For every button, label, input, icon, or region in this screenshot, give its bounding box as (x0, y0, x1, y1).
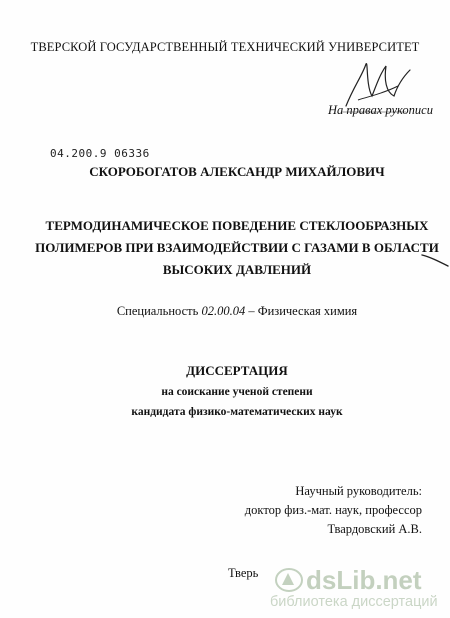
dissertation-heading: ДИССЕРТАЦИЯ (186, 363, 288, 378)
degree-line: на соискание ученой степени (161, 386, 313, 398)
specialty-code: 02.00.04 (201, 304, 246, 318)
manuscript-rights-note: На правах рукописи (328, 103, 433, 117)
city-name: Тверь (228, 566, 259, 580)
pen-mark (420, 252, 450, 268)
university-name: ТВЕРСКОЙ ГОСУДАРСТВЕННЫЙ ТЕХНИЧЕСКИЙ УНИВЕРСИТЕТ (30, 40, 420, 54)
supervisor-label: Научный руководитель: (295, 484, 422, 498)
dslib-logo-icon (274, 567, 304, 593)
supervisor-name: Твардовский А.В. (327, 522, 422, 536)
specialty-name: – Физическая химия (245, 304, 358, 318)
registration-stamp-number: 04.200.9 06336 (50, 147, 150, 160)
dissertation-title-line: ПОЛИМЕРОВ ПРИ ВЗАИМОДЕЙСТВИИ С ГАЗАМИ В ОБЛАСТИ (35, 240, 439, 255)
degree-line: кандидата физико-математических наук (131, 406, 343, 418)
dissertation-title-line: ВЫСОКИХ ДАВЛЕНИЙ (162, 262, 312, 277)
author-name: СКОРОБОГАТОВ АЛЕКСАНДР МИХАЙЛОВИЧ (89, 164, 385, 179)
dissertation-title-line: ТЕРМОДИНАМИЧЕСКОЕ ПОВЕДЕНИЕ СТЕКЛООБРАЗНЫХ (45, 218, 429, 233)
specialty-line (0, 304, 450, 319)
specialty-prefix: Специальность (116, 304, 202, 318)
supervisor-degree: доктор физ.-мат. наук, профессор (244, 503, 422, 517)
watermark-subtitle: библиотека диссертаций (270, 594, 438, 610)
watermark-brand: dsLib.net (306, 565, 422, 595)
dslib-watermark (268, 565, 448, 615)
